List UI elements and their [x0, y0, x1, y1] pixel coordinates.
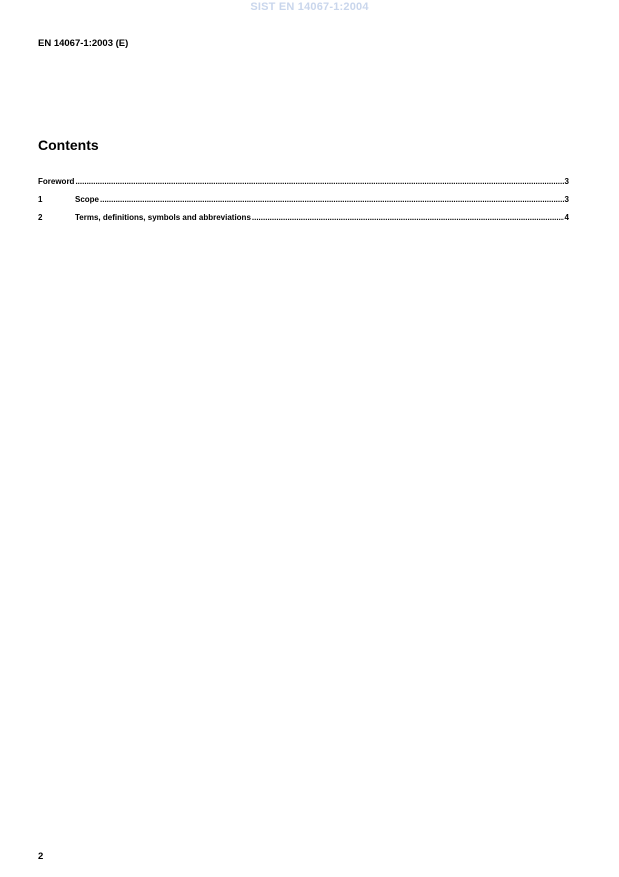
- toc-entry-scope[interactable]: [38, 195, 569, 213]
- toc-leader-dots: [100, 195, 564, 204]
- toc-entry-foreword[interactable]: [38, 177, 569, 195]
- page-number: 2: [38, 851, 44, 862]
- contents-heading: Contents: [38, 137, 99, 153]
- toc-entry-page: 4: [564, 213, 569, 222]
- toc-entry-page: 3: [564, 195, 569, 204]
- document-id: EN 14067-1:2003 (E): [38, 38, 129, 49]
- toc-entry-number: 2: [38, 213, 43, 222]
- watermark: SIST EN 14067-1:2004: [250, 1, 369, 13]
- toc-entry-title: Scope: [75, 195, 100, 204]
- toc-entry-title: Foreword: [38, 177, 75, 186]
- toc-entry-page: 3: [564, 177, 569, 186]
- toc-leader-dots: [252, 213, 564, 222]
- toc-entry-title: Terms, definitions, symbols and abbreviations: [75, 213, 251, 222]
- toc-entry-number: 1: [38, 195, 43, 204]
- toc-entry-terms[interactable]: [38, 213, 569, 231]
- table-of-contents: [38, 177, 569, 231]
- toc-leader-dots: [75, 177, 563, 186]
